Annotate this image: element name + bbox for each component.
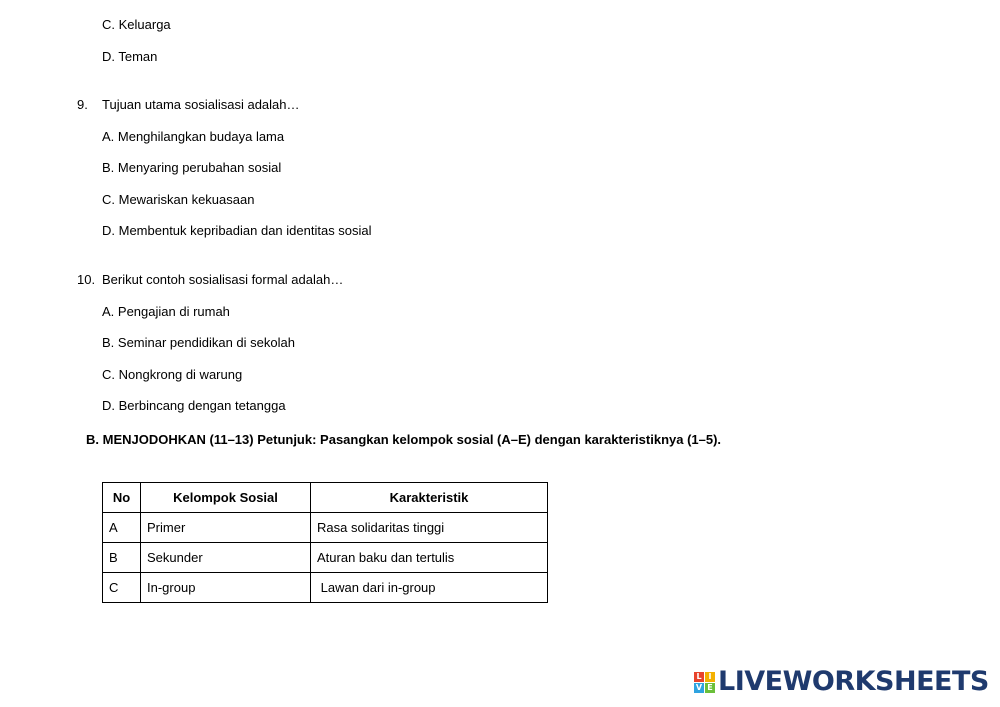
q8-option-d: D. Teman bbox=[102, 49, 158, 64]
table-row bbox=[103, 513, 548, 543]
logo-letter-e: E bbox=[705, 683, 715, 693]
cell-kelompok: Sekunder bbox=[141, 543, 311, 573]
cell-no: A bbox=[103, 513, 141, 543]
q9-option-a: A. Menghilangkan budaya lama bbox=[102, 129, 285, 144]
q9-question: Tujuan utama sosialisasi adalah… bbox=[102, 97, 300, 112]
header-karakteristik: Karakteristik bbox=[311, 483, 548, 513]
cell-karakteristik: Aturan baku dan tertulis bbox=[311, 543, 548, 573]
brand-wordmark: LIVEWORKSHEETS bbox=[718, 666, 989, 697]
q10-option-a: A. Pengajian di rumah bbox=[102, 304, 230, 319]
header-no: No bbox=[103, 483, 141, 513]
q10-number: 10. bbox=[77, 272, 96, 287]
q9-option-d: D. Membentuk kepribadian dan identitas sosial bbox=[102, 223, 372, 238]
q9-option-b: B. Menyaring perubahan sosial bbox=[102, 160, 282, 175]
cell-no: C bbox=[103, 573, 141, 603]
q9-number: 9. bbox=[77, 97, 88, 112]
table-row bbox=[103, 543, 548, 573]
logo-letter-l: L bbox=[694, 672, 704, 682]
q9-option-c: C. Mewariskan kekuasaan bbox=[102, 192, 255, 207]
header-kelompok-sosial: Kelompok Sosial bbox=[141, 483, 311, 513]
matching-table bbox=[102, 482, 548, 603]
table-row bbox=[103, 573, 548, 603]
q10-option-c: C. Nongkrong di warung bbox=[102, 367, 243, 382]
cell-no: B bbox=[103, 543, 141, 573]
live-grid-icon bbox=[694, 672, 715, 693]
q10-question: Berikut contoh sosialisasi formal adalah… bbox=[102, 272, 344, 287]
table-header-row bbox=[103, 483, 548, 513]
q10-option-d: D. Berbincang dengan tetangga bbox=[102, 398, 286, 413]
logo-letter-i: I bbox=[705, 672, 715, 682]
cell-karakteristik: Lawan dari in-group bbox=[311, 573, 548, 603]
cell-kelompok: Primer bbox=[141, 513, 311, 543]
cell-karakteristik: Rasa solidaritas tinggi bbox=[311, 513, 548, 543]
liveworksheets-logo[interactable] bbox=[694, 668, 989, 696]
logo-letter-v: V bbox=[695, 682, 703, 692]
section-b-heading: B. MENJODOHKAN (11–13) Petunjuk: Pasangkan kelompok sosial (A–E) dengan karakteristiknya (1–5). bbox=[86, 432, 722, 447]
cell-kelompok: In-group bbox=[141, 573, 311, 603]
q10-option-b: B. Seminar pendidikan di sekolah bbox=[102, 335, 295, 350]
q8-option-c: C. Keluarga bbox=[102, 17, 171, 32]
